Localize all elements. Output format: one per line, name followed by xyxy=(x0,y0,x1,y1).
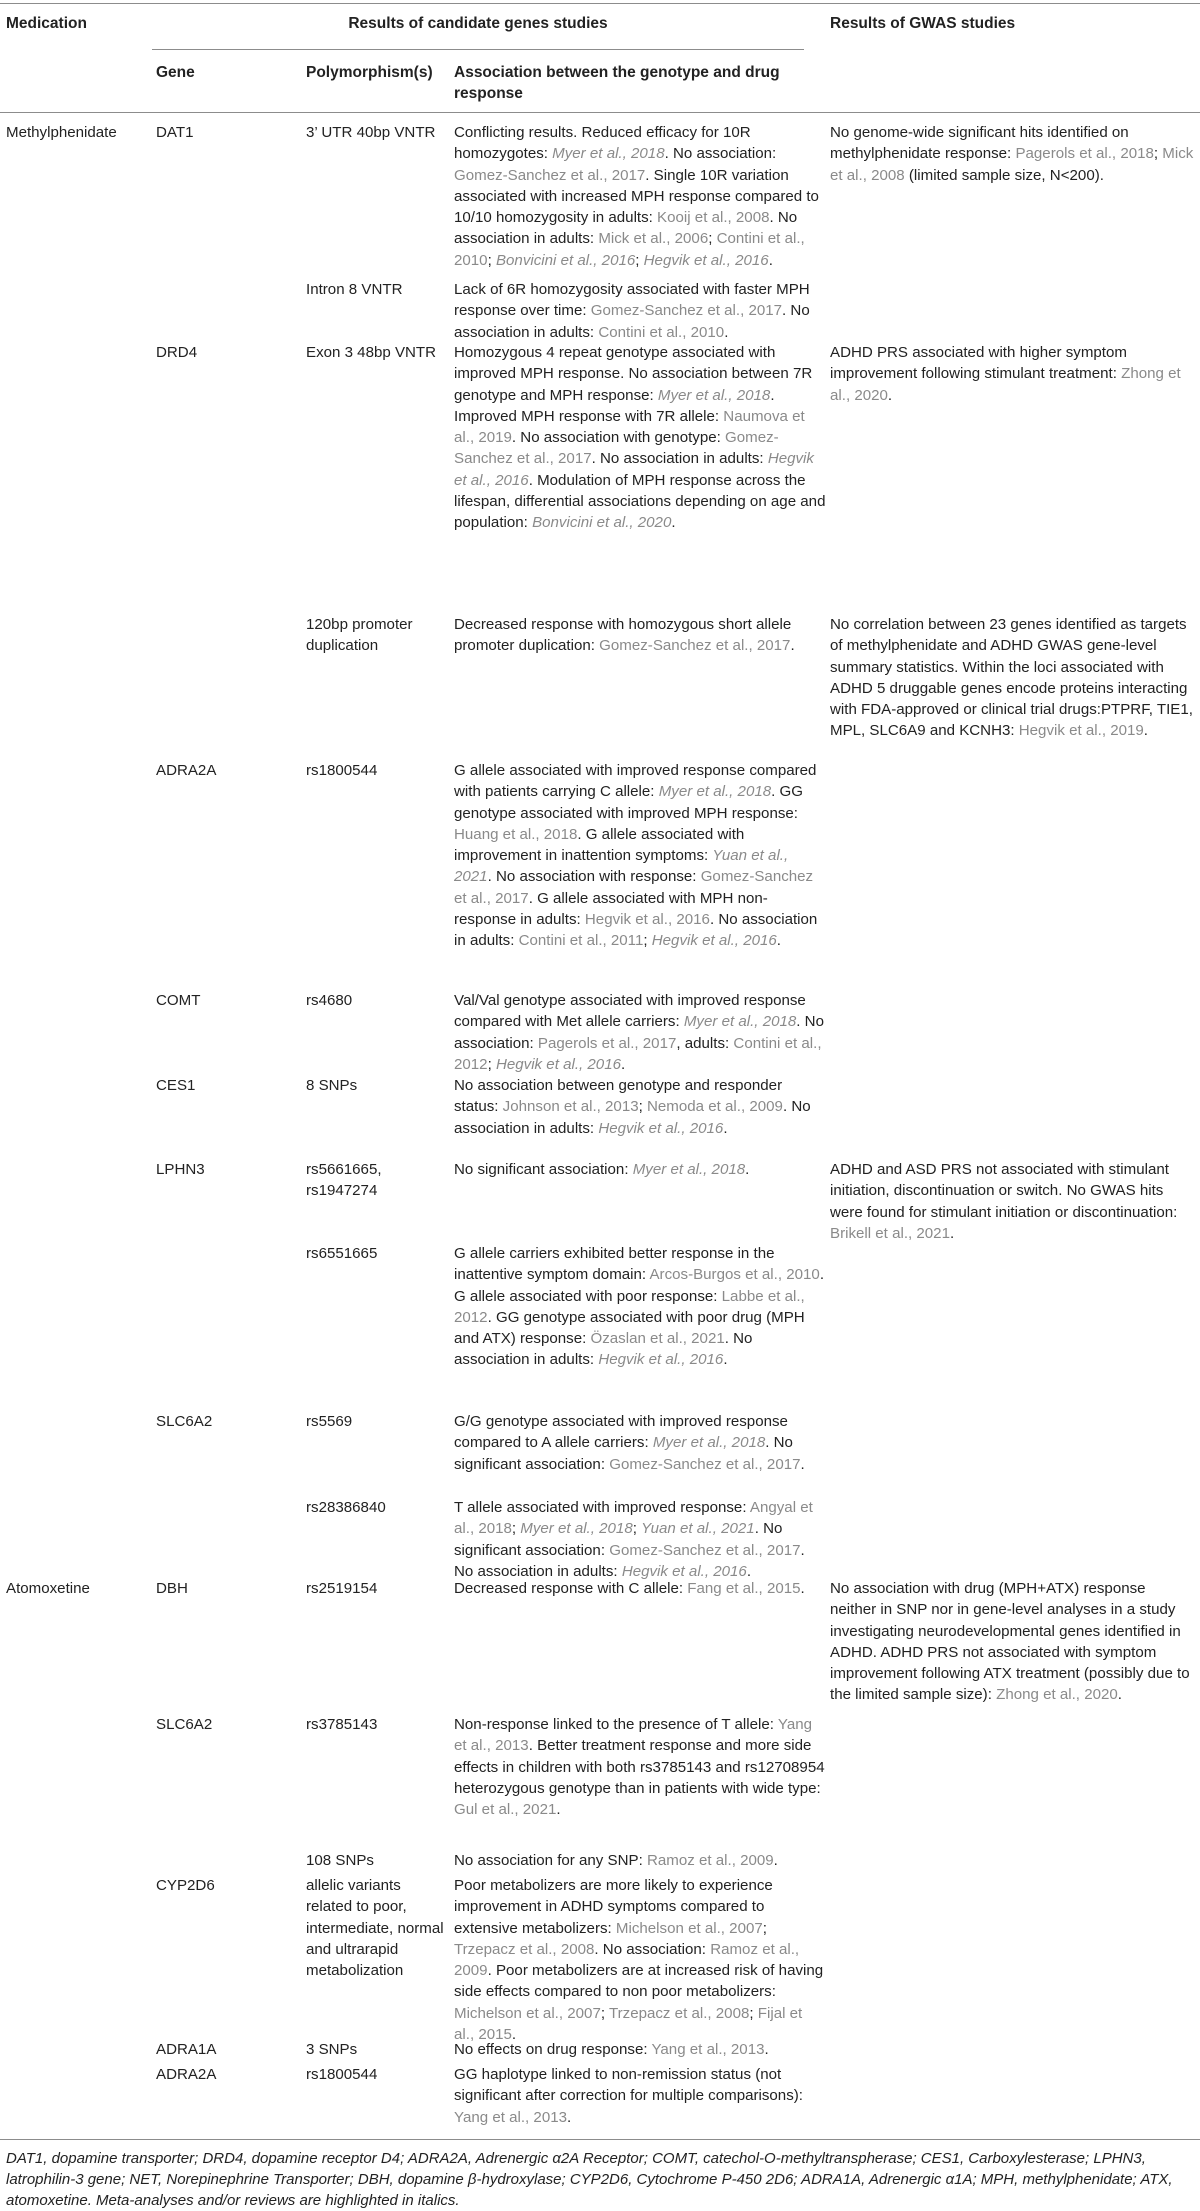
citation-review: Bonvicini et al., 2016 xyxy=(495,251,636,269)
text-run: . xyxy=(567,2108,572,2126)
text-run: ; xyxy=(635,251,644,269)
polymorphism: rs3785143 xyxy=(306,1716,378,1733)
gene-name: SLC6A2 xyxy=(156,1716,213,1733)
citation: Gomez-Sanchez et al., 2017 xyxy=(454,429,779,468)
text-run: . No association in adults: xyxy=(454,1541,805,1580)
association-text xyxy=(454,1075,826,1139)
polymorphism: allelic variants related to poor, intermediate, normal and ultrarapid metabolization xyxy=(306,1877,444,1980)
citation-review: Hegvik et al., 2016 xyxy=(643,251,769,269)
text-run: No association with drug (MPH+ATX) response neither in SNP nor in gene-level analyses in a study investigating neurodevelopmental genes identified in ADHD. ADHD PRS not associated with symptom improvement following ATX treatment (possibly due to the limited sample size): xyxy=(830,1580,1190,1704)
citation-review: Myer et al., 2018 xyxy=(632,1161,746,1178)
text-run: No significant association: xyxy=(454,1161,633,1178)
gene-name: ADRA1A xyxy=(156,2041,217,2058)
citation-review: Hegvik et al., 2016 xyxy=(651,932,777,950)
text-run: . xyxy=(723,1119,728,1137)
text-run: . xyxy=(556,1801,561,1819)
citation: Gomez-Sanchez et al., 2017 xyxy=(599,637,791,655)
polymorphism: rs5661665, rs1947274 xyxy=(306,1161,382,1200)
citation-review: Yuan et al., 2021 xyxy=(454,847,789,886)
gene-name: LPHN3 xyxy=(156,1161,205,1178)
citation: Angyal et al., 2018 xyxy=(454,1499,813,1538)
citation: Hegvik et al., 2016 xyxy=(584,911,710,929)
gene-name: ADRA2A xyxy=(156,2066,217,2083)
citation-review: Hegvik et al., 2016 xyxy=(598,1119,724,1137)
citation: Contini et al., 2011 xyxy=(518,932,644,950)
polymorphism: rs1800544 xyxy=(306,2066,378,2083)
citation: Ramoz et al., 2009 xyxy=(646,1852,774,1869)
text-run: No correlation between 23 genes identified as targets of methylphenidate and ADHD GWAS gene-level summary statistics. Within the loci associated with ADHD 5 druggable genes encode proteins interacting with FDA-approved or clinical trial drugs:PTPRF, TIE1, MPL, SLC6A9 and KCNH3: xyxy=(830,616,1193,740)
text-run: G allele associated with improved response compared with patients carrying C allele: xyxy=(454,762,817,801)
citation: Yang et al., 2013 xyxy=(454,2108,568,2126)
header-medication: Medication xyxy=(6,15,87,32)
citation: Kooij et al., 2008 xyxy=(657,209,770,227)
association-text xyxy=(454,1875,826,2045)
text-run: ; xyxy=(708,230,717,248)
citation: Labbe et al., 2012 xyxy=(454,1287,805,1326)
text-run: ; xyxy=(762,1919,767,1937)
text-run: . No association: xyxy=(664,145,777,163)
association-text xyxy=(454,279,826,343)
citation: Michelson et al., 2007 xyxy=(615,1919,763,1937)
polymorphism: 3 SNPs xyxy=(306,2041,358,2058)
citation: Nemoda et al., 2009 xyxy=(647,1098,783,1116)
citation: Ramoz et al., 2009 xyxy=(454,1940,800,1980)
polymorphism: rs4680 xyxy=(306,992,353,1009)
text-run: No association for any SNP: xyxy=(454,1852,647,1869)
citation-review: Myer et al., 2018 xyxy=(552,145,665,163)
header-candidate-title: Results of candidate genes studies xyxy=(348,15,608,32)
polymorphism: Intron 8 VNTR xyxy=(306,281,403,298)
text-run: . No association in adults: xyxy=(591,450,768,468)
gene-name: DRD4 xyxy=(156,344,198,361)
text-run: . No association with genotype: xyxy=(511,429,726,447)
association-text xyxy=(454,760,826,952)
top-rule xyxy=(0,3,1200,4)
gwas-text xyxy=(830,122,1194,186)
text-run: ; xyxy=(749,2004,758,2022)
gene-name: SLC6A2 xyxy=(156,1413,213,1430)
text-run: Val/Val genotype associated with improved response compared with Met allele carriers: xyxy=(454,992,806,1031)
citation: Huang et al., 2018 xyxy=(454,825,578,843)
text-run: . No association in adults: xyxy=(454,1330,753,1369)
text-run: . xyxy=(800,1455,805,1473)
association-text xyxy=(454,1243,826,1371)
polymorphism: 3’ UTR 40bp VNTR xyxy=(306,124,436,141)
text-run: ; xyxy=(487,251,496,269)
table-footnote: DAT1, dopamine transporter; DRD4, dopamine receptor D4; ADRA2A, Adrenergic α2A Receptor; COMT, catechol-O-methyltranspherase; CES1, Carboxylesterase; LPHN3, latrophilin-3 gene; NET, Norepinephrine Transporter; DBH, dopamine β-hydroxylase; CYP2D6, Cytochrome P-450 2D6; ADRA1A, Adrenergic α1A; MPH, methylphenidate; ATX, atomoxetine. Meta-analyses and/or reviews are highlighted in italics. xyxy=(6,2150,1173,2209)
text-run: ; xyxy=(487,1055,496,1073)
header-association: Association between the genotype and drug response xyxy=(454,64,780,102)
text-run: Lack of 6R homozygosity associated with faster MPH response over time: xyxy=(454,281,810,320)
gwas-text xyxy=(830,1159,1194,1244)
association-text xyxy=(454,990,826,1075)
citation: Michelson et al., 2007 xyxy=(454,2004,601,2022)
polymorphism: rs28386840 xyxy=(306,1499,386,1516)
text-run: . G allele associated with poor response: xyxy=(454,1266,825,1305)
text-run: . xyxy=(511,2026,517,2044)
header-gene: Gene xyxy=(156,64,195,81)
text-run: ; xyxy=(643,932,652,950)
text-run: , adults: xyxy=(676,1034,734,1052)
citation: Gomez-Sanchez et al., 2017 xyxy=(454,868,814,907)
citation: Contini et al., 2010 xyxy=(454,230,805,269)
text-run: . xyxy=(768,251,773,269)
citation: Contini et al., 2012 xyxy=(454,1034,822,1073)
text-run: No association between genotype and responder status: xyxy=(454,1077,783,1116)
gene-name: CES1 xyxy=(156,1077,196,1094)
association-text xyxy=(454,1159,826,1180)
text-run: . xyxy=(1117,1686,1122,1704)
text-run: (limited sample size, N<200). xyxy=(904,166,1104,184)
association-text xyxy=(454,342,826,534)
citation-review: Hegvik et al., 2016 xyxy=(621,1562,747,1580)
text-run: . No association: xyxy=(594,1940,711,1958)
text-run: . No association with response: xyxy=(487,868,701,886)
text-run: No genome-wide significant hits identified on methylphenidate response: xyxy=(830,124,1129,163)
text-run: ADHD and ASD PRS not associated with stimulant initiation, discontinuation or switch. No GWAS hits were found for stimulant initiation or discontinuation: xyxy=(830,1161,1178,1221)
text-run: . Improved MPH response with 7R allele: xyxy=(454,386,775,425)
gene-name: COMT xyxy=(156,992,201,1009)
text-run: . No association in adults: xyxy=(454,1098,811,1137)
gwas-text xyxy=(830,614,1194,742)
text-run: . Single 10R variation associated with increased MPH response compared to 10/10 homozygosity in adults: xyxy=(454,166,819,227)
citation: Trzepacz et al., 2008 xyxy=(454,1940,595,1958)
association-text xyxy=(454,614,826,657)
text-run: . xyxy=(764,2041,769,2058)
text-run: Conflicting results. Reduced efficacy for 10R homozygotes: xyxy=(454,124,751,163)
text-run: . xyxy=(746,1562,752,1580)
text-run: . xyxy=(790,637,795,655)
text-run: . GG genotype associated with poor drug (MPH and ATX) response: xyxy=(454,1308,805,1348)
citation-review: Yuan et al., 2021 xyxy=(641,1520,755,1538)
text-run: T allele associated with improved response: xyxy=(454,1499,750,1516)
citation: Arcos-Burgos et al., 2010 xyxy=(649,1266,820,1284)
citation-review: Myer et al., 2018 xyxy=(657,386,771,404)
text-run: . xyxy=(773,1852,778,1869)
citation: Özaslan et al., 2021 xyxy=(590,1330,725,1348)
text-run: Decreased response with homozygous short allele promoter duplication: xyxy=(454,616,792,655)
text-run: . Better treatment response and more side effects in children with both rs3785143 and rs12708954 heterozygous genotype than in patients with wide type: xyxy=(454,1737,825,1797)
text-run: No effects on drug response: xyxy=(454,2041,652,2058)
text-run: . G allele associated with improvement in inattention symptoms: xyxy=(454,825,745,865)
text-run: ; xyxy=(638,1098,648,1116)
polymorphism: Exon 3 48bp VNTR xyxy=(306,344,437,361)
text-run: Decreased response with C allele: xyxy=(454,1580,688,1597)
citation: Gomez-Sanchez et al., 2017 xyxy=(609,1541,801,1559)
citation: Contini et al., 2010 xyxy=(598,323,725,341)
association-text xyxy=(454,1578,826,1599)
text-run: ; xyxy=(600,2004,609,2022)
text-run: . xyxy=(621,1055,626,1073)
text-run: G allele carriers exhibited better response in the inattentive symptom domain: xyxy=(454,1245,775,1284)
citation: Mick et al., 2006 xyxy=(598,230,709,248)
polymorphism: rs1800544 xyxy=(306,762,378,779)
text-run: . GG genotype associated with improved MPH response: xyxy=(454,783,804,822)
text-run: ADHD PRS associated with higher symptom improvement following stimulant treatment: xyxy=(830,344,1127,383)
citation-review: Bonvicini et al., 2020 xyxy=(532,514,672,532)
polymorphism: 108 SNPs xyxy=(306,1852,374,1869)
citation: Gul et al., 2021 xyxy=(454,1801,557,1819)
header-gwas-title: Results of GWAS studies xyxy=(830,15,1016,32)
text-run: . xyxy=(949,1224,955,1242)
association-text xyxy=(454,2039,826,2060)
citation-review: Myer et al., 2018 xyxy=(520,1520,633,1538)
text-run: Homozygous 4 repeat genotype associated with improved MPH response. No association between 7R genotype and MPH response: xyxy=(454,344,813,404)
association-text xyxy=(454,2064,826,2128)
gwas-text xyxy=(830,1578,1194,1706)
text-run: . xyxy=(745,1161,750,1178)
citation: Trzepacz et al., 2008 xyxy=(608,2004,750,2022)
text-run: . G allele associated with MPH non-response in adults: xyxy=(454,889,768,929)
header-subrule xyxy=(152,49,804,50)
text-run: . xyxy=(1143,722,1148,740)
polymorphism: rs6551665 xyxy=(306,1245,378,1262)
medication-name: Methylphenidate xyxy=(6,124,117,141)
citation: Pagerols et al., 2018 xyxy=(1015,145,1154,163)
polymorphism: 8 SNPs xyxy=(306,1077,358,1094)
bottom-rule xyxy=(0,2139,1200,2140)
citation: Johnson et al., 2013 xyxy=(502,1098,639,1116)
citation: Yang et al., 2013 xyxy=(454,1716,813,1755)
citation-review: Hegvik et al., 2016 xyxy=(495,1055,621,1073)
text-run: G/G genotype associated with improved response compared to A allele carriers: xyxy=(454,1413,788,1452)
medication-name: Atomoxetine xyxy=(6,1580,90,1597)
citation: Yang et al., 2013 xyxy=(651,2041,765,2058)
gene-name: DAT1 xyxy=(156,124,194,141)
text-run: Non-response linked to the presence of T allele: xyxy=(454,1716,778,1733)
association-text xyxy=(454,1850,826,1871)
text-run: . Poor metabolizers are at increased risk of having side effects compared to non poor metabolizers: xyxy=(454,1962,824,2001)
text-run: . xyxy=(800,1580,805,1597)
text-run: . No association in adults: xyxy=(454,209,798,248)
header-bottom-rule xyxy=(0,112,1200,113)
polymorphism: 120bp promoter duplication xyxy=(306,616,413,655)
text-run: Poor metabolizers are more likely to experience improvement in ADHD symptoms compared to extensive metabolizers: xyxy=(454,1877,773,1937)
text-run: . Modulation of MPH response across the lifespan, differential associations depending on age and population: xyxy=(454,471,826,532)
text-run: GG haplotype linked to non-remission status (not significant after correction for multiple comparisons): xyxy=(454,2066,803,2105)
gwas-text xyxy=(830,342,1194,406)
text-run: ; xyxy=(1153,145,1163,163)
text-run: . xyxy=(887,386,893,404)
citation: Mick et al., 2008 xyxy=(830,145,1194,184)
citation-review: Myer et al., 2018 xyxy=(652,1434,766,1452)
association-text xyxy=(454,1714,826,1820)
gene-name: ADRA2A xyxy=(156,762,217,779)
header-polymorphisms: Polymorphism(s) xyxy=(306,64,433,81)
citation: Zhong et al., 2020 xyxy=(996,1686,1118,1704)
citation: Naumova et al., 2019 xyxy=(454,407,805,447)
gene-name: DBH xyxy=(156,1580,188,1597)
citation: Pagerols et al., 2017 xyxy=(537,1034,677,1052)
polymorphism: rs5569 xyxy=(306,1413,353,1430)
text-run: . xyxy=(671,514,676,532)
text-run: ; xyxy=(511,1520,521,1538)
citation: Hegvik et al., 2019 xyxy=(1018,722,1144,740)
text-run: . No association: xyxy=(454,1013,824,1052)
text-run: ; xyxy=(632,1520,642,1538)
gene-name: CYP2D6 xyxy=(156,1877,215,1894)
citation: Gomez-Sanchez et al., 2017 xyxy=(590,302,783,320)
text-run: . No association in adults: xyxy=(454,302,810,341)
association-text xyxy=(454,1497,826,1582)
association-text xyxy=(454,1411,826,1475)
citation-review: Hegvik et al., 2016 xyxy=(454,450,814,489)
text-run: . xyxy=(723,1351,728,1369)
text-run: . No significant association: xyxy=(454,1520,783,1559)
citation: Brikell et al., 2021 xyxy=(830,1224,950,1242)
citation: Fang et al., 2015 xyxy=(687,1580,801,1597)
citation: Gomez-Sanchez et al., 2017 xyxy=(609,1455,801,1473)
text-run: . xyxy=(776,932,781,950)
polymorphism: rs2519154 xyxy=(306,1580,378,1597)
citation: Gomez-Sanchez et al., 2017 xyxy=(454,166,646,184)
citation-review: Hegvik et al., 2016 xyxy=(598,1351,724,1369)
text-run: . No significant association: xyxy=(454,1434,793,1473)
citation-review: Myer et al., 2018 xyxy=(658,783,772,801)
citation: Zhong et al., 2020 xyxy=(830,365,1181,404)
text-run: . No association in adults: xyxy=(454,911,818,950)
text-run: . xyxy=(724,323,729,341)
association-text xyxy=(454,122,826,271)
citation: Fijal et al., 2015 xyxy=(454,2004,803,2044)
citation-review: Myer et al., 2018 xyxy=(683,1013,797,1031)
